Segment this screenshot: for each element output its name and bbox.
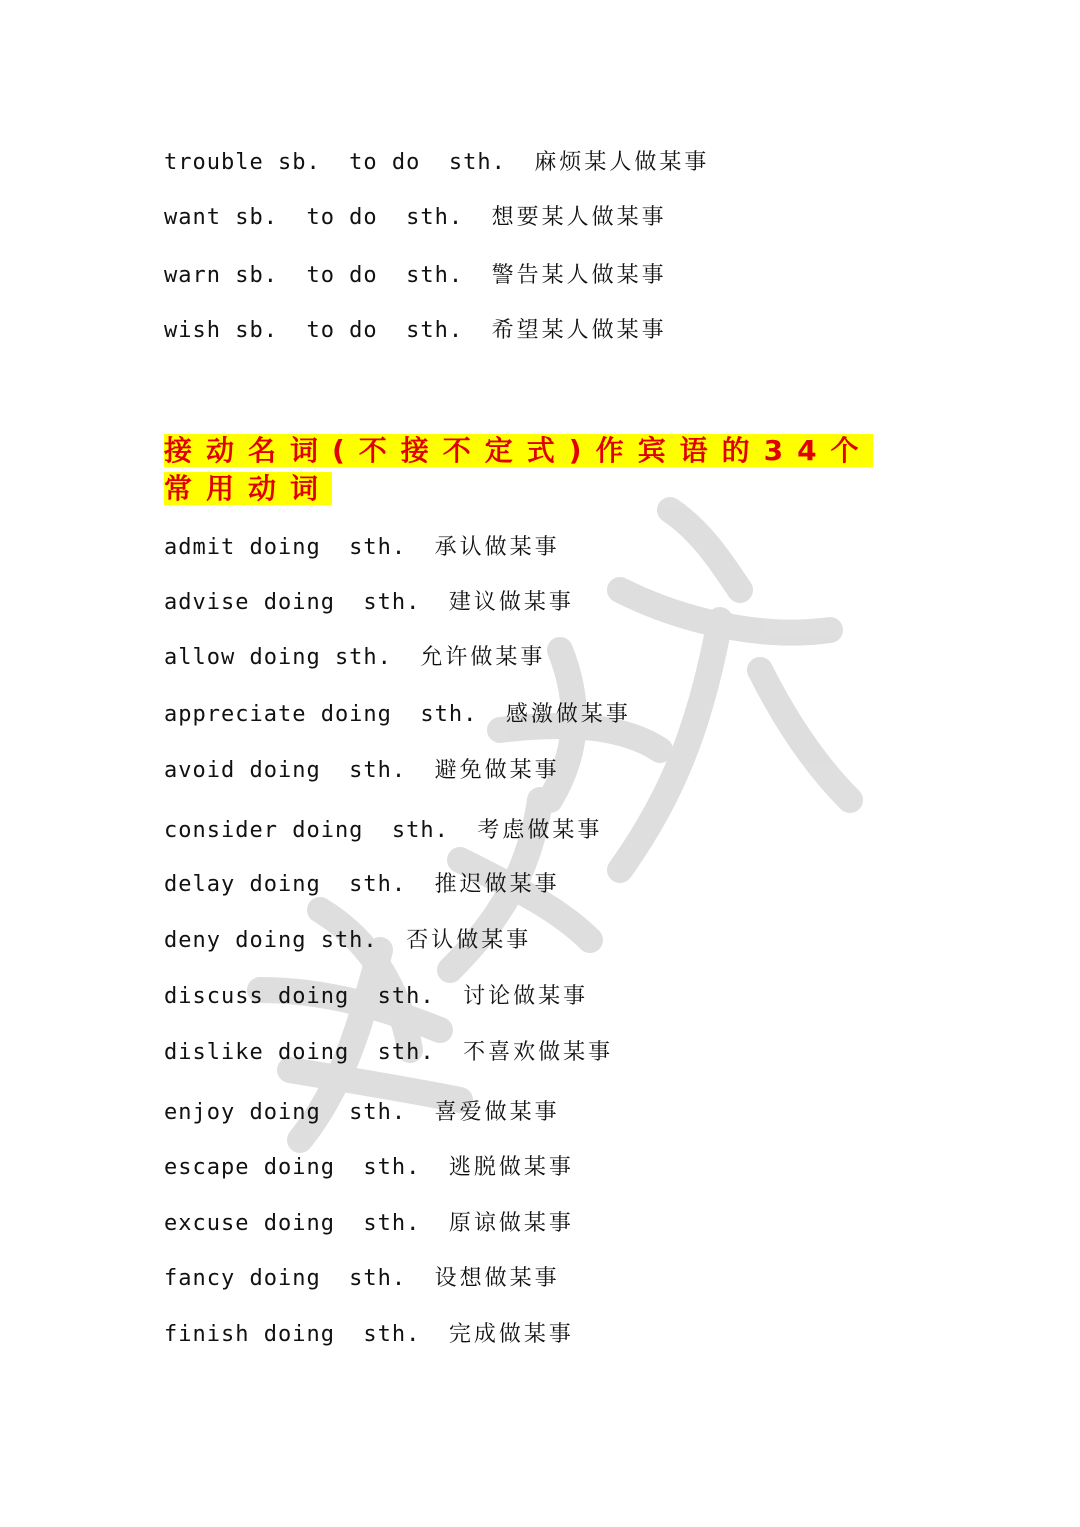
phrase-en: dislike doing sth.: [164, 1040, 435, 1065]
phrase-en: appreciate doing sth.: [164, 702, 478, 727]
phrase-zh: 希望某人做某事: [491, 318, 667, 343]
list-item: [164, 204, 667, 232]
phrase-en: admit doing sth.: [164, 535, 407, 560]
phrase-zh: 设想做某事: [434, 1266, 560, 1291]
list-item: [164, 1154, 574, 1182]
phrase-en: discuss doing sth.: [164, 984, 435, 1009]
phrase-zh: 推迟做某事: [434, 872, 560, 897]
list-item: [164, 1039, 613, 1067]
list-item: [164, 817, 602, 845]
phrase-en: consider doing sth.: [164, 818, 449, 843]
list-item: [164, 983, 588, 1011]
phrase-zh: 讨论做某事: [463, 984, 589, 1009]
list-item: [164, 871, 560, 899]
phrase-zh: 喜爱做某事: [434, 1100, 560, 1125]
phrase-zh: 原谅做某事: [448, 1211, 574, 1236]
list-item: [164, 534, 560, 562]
list-item: [164, 589, 574, 617]
list-item: [164, 927, 531, 955]
phrase-en: want sb. to do sth.: [164, 205, 464, 230]
phrase-en: delay doing sth.: [164, 872, 407, 897]
list-item: [164, 757, 560, 785]
section-heading: [164, 432, 910, 508]
phrase-zh: 逃脱做某事: [448, 1155, 574, 1180]
phrase-zh: 承认做某事: [434, 535, 560, 560]
phrase-en: avoid doing sth.: [164, 758, 407, 783]
phrase-en: escape doing sth.: [164, 1155, 421, 1180]
list-item: [164, 1210, 574, 1238]
phrase-en: deny doing sth.: [164, 928, 378, 953]
phrase-en: warn sb. to do sth.: [164, 263, 464, 288]
list-item: [164, 1321, 574, 1349]
phrase-en: trouble sb. to do sth.: [164, 150, 506, 175]
phrase-zh: 避免做某事: [434, 758, 560, 783]
list-item: [164, 317, 667, 345]
phrase-en: wish sb. to do sth.: [164, 318, 464, 343]
list-item: [164, 1099, 560, 1127]
phrase-zh: 允许做某事: [420, 645, 546, 670]
phrase-zh: 考虑做某事: [477, 818, 603, 843]
phrase-en: excuse doing sth.: [164, 1211, 421, 1236]
list-item: [164, 149, 709, 177]
phrase-zh: 完成做某事: [448, 1322, 574, 1347]
phrase-zh: 不喜欢做某事: [463, 1040, 614, 1065]
list-item: [164, 262, 667, 290]
list-item: [164, 644, 545, 672]
phrase-en: fancy doing sth.: [164, 1266, 407, 1291]
phrase-zh: 警告某人做某事: [491, 263, 667, 288]
heading-line-1: 接动名词(不接不定式)作宾语的34个: [164, 434, 873, 467]
phrase-zh: 感激做某事: [505, 702, 631, 727]
phrase-zh: 麻烦某人做某事: [534, 150, 710, 175]
list-item: [164, 1265, 560, 1293]
list-item: [164, 701, 631, 729]
phrase-en: enjoy doing sth.: [164, 1100, 407, 1125]
phrase-en: finish doing sth.: [164, 1322, 421, 1347]
phrase-en: allow doing sth.: [164, 645, 392, 670]
phrase-zh: 想要某人做某事: [491, 205, 667, 230]
heading-line-2: 常用动词: [164, 472, 333, 505]
phrase-en: advise doing sth.: [164, 590, 421, 615]
phrase-zh: 否认做某事: [406, 928, 532, 953]
phrase-zh: 建议做某事: [448, 590, 574, 615]
